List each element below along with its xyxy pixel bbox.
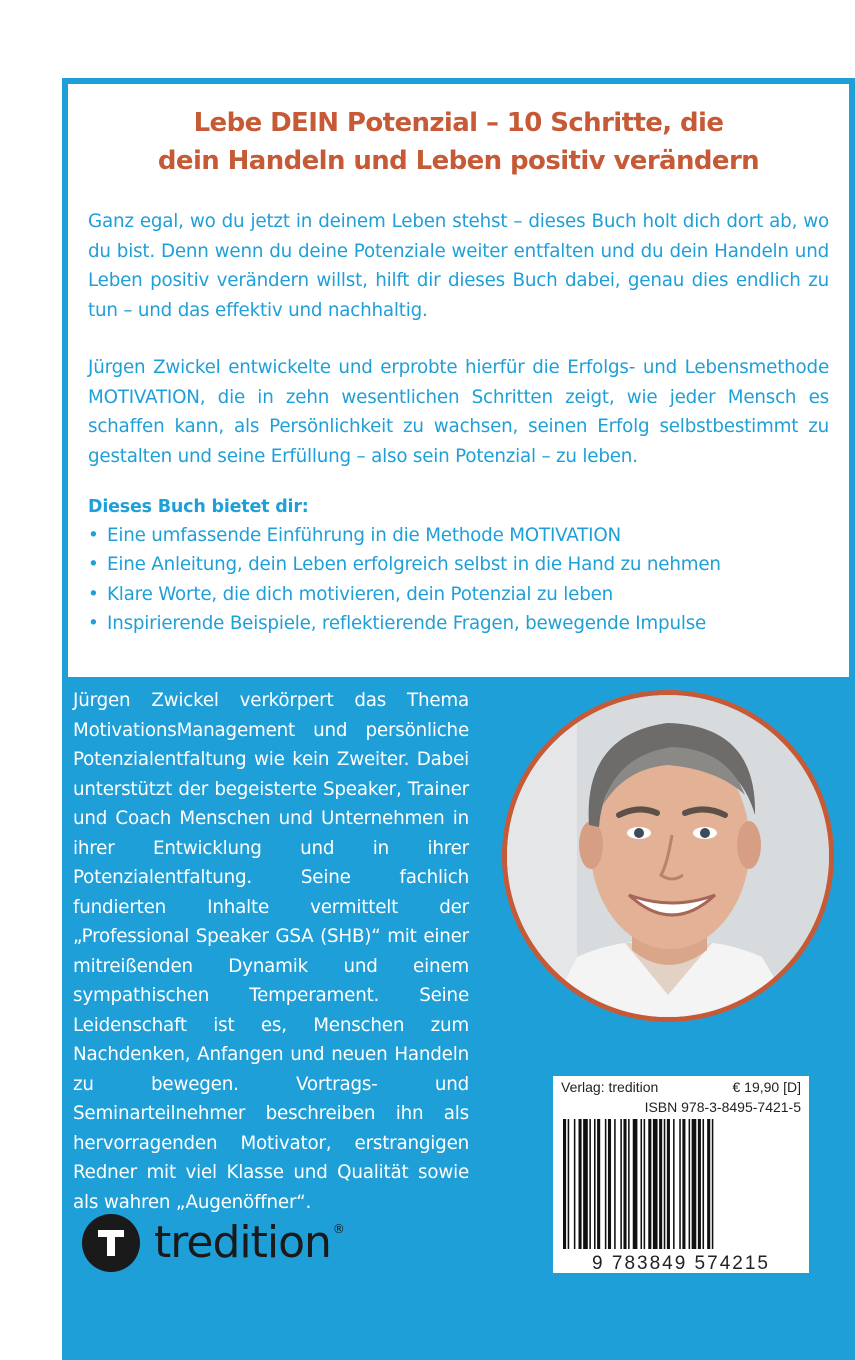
offer-item-text: Inspirierende Beispiele, reflektierende Fragen, bewegende Impulse	[107, 612, 707, 634]
isbn-label: ISBN 978-3-8495-7421-5	[644, 1099, 801, 1115]
barcode-bar	[633, 1119, 638, 1249]
offer-item	[88, 609, 829, 638]
offer-item-text: Eine Anleitung, dein Leben erfolgreich selbst in die Hand zu nehmen	[107, 554, 721, 576]
barcode-header	[561, 1077, 801, 1097]
logo-wordmark-text: tredition	[154, 1217, 331, 1268]
barcode-bar	[597, 1119, 600, 1249]
barcode-bar	[620, 1119, 622, 1249]
offer-list	[88, 521, 829, 638]
author-bio: Jürgen Zwickel verkörpert das Thema MotivationsManagement und persönliche Potenzialentfaltung wie kein Zweiter. Dabei unterstützt der begeisterte Speaker, Trainer und Coach Menschen und Unternehmen in ihrer Entwicklung und in ihrer Potenzialentfaltung. Seine fachlich fundierten Inhalte vermittelt der „Professional Speaker GSA (SHB)“ mit einer mitreißenden Dynamik und einem sympathischen Temperament. Seine Leidenschaft ist es, Menschen zum Nachdenken, Anfangen und neuen Handeln zu bewegen. Vortrags- und Seminarteilnehmer beschreiben ihn als hervorragenden Motivator, erstrangigen Redner mit viel Klasse und Qualität sowie als wahren „Augenöffner“.	[73, 690, 469, 1213]
barcode-bar	[608, 1119, 611, 1249]
offer-item-text: Klare Worte, die dich motivieren, dein Potenzial zu leben	[107, 583, 614, 605]
barcode-box	[553, 1076, 809, 1273]
registered-mark: ®	[332, 1222, 344, 1236]
barcode-bar	[692, 1119, 697, 1249]
publisher-label: Verlag: tredition	[561, 1079, 659, 1095]
barcode-bar	[659, 1119, 662, 1249]
offer-item	[88, 580, 829, 609]
barcode-bar	[583, 1119, 588, 1249]
barcode-bar	[698, 1119, 701, 1249]
barcode-bar	[679, 1119, 681, 1249]
bullet-icon: •	[88, 612, 99, 634]
bullet-icon: •	[88, 525, 99, 546]
barcode-bar	[594, 1119, 596, 1249]
back-cover	[62, 78, 855, 1360]
offer-item	[88, 550, 829, 579]
barcode-bar	[682, 1119, 685, 1249]
barcode-bar	[703, 1119, 705, 1249]
barcode-bar	[589, 1119, 591, 1249]
headline	[88, 104, 829, 180]
barcode-bar	[644, 1119, 646, 1249]
barcode-bar	[712, 1119, 714, 1249]
intro-paragraph: Ganz egal, wo du jetzt in deinem Leben stehst – dieses Buch holt dich dort ab, wo du bist. Denn wenn du deine Potenziale weiter entfalten und du dein Handeln und Leben positiv verändern willst, hilft dir dieses Buch dabei, genau dies endlich zu tun – und das effektiv und nachhaltig.	[88, 211, 829, 321]
barcode-bar	[574, 1119, 576, 1249]
barcode-bar	[563, 1119, 566, 1249]
barcode-bar	[628, 1119, 630, 1249]
offer-item-text: Eine umfassende Einführung in die Methode MOTIVATION	[107, 525, 621, 546]
headline-line-1: Lebe DEIN Potenzial – 10 Schritte, die	[193, 108, 724, 138]
tredition-t-icon	[82, 1214, 140, 1272]
portrait-illustration	[507, 695, 829, 1017]
price-label: € 19,90 [D]	[732, 1079, 801, 1095]
barcode-bar	[689, 1119, 691, 1249]
barcode-bar	[707, 1119, 710, 1249]
barcode-icon	[561, 1119, 801, 1249]
headline-line-2: dein Handeln und Leben positiv verändern	[157, 146, 760, 176]
logo-wordmark	[154, 1218, 344, 1268]
author-portrait	[502, 690, 834, 1022]
barcode-bar	[605, 1119, 607, 1249]
barcode-bar	[664, 1119, 666, 1249]
bullet-icon: •	[88, 583, 99, 605]
barcode-bar	[673, 1119, 675, 1249]
barcode-bar	[568, 1119, 570, 1249]
blurb-panel	[68, 84, 849, 677]
barcode-bar	[623, 1119, 626, 1249]
offer-item	[88, 521, 829, 550]
offer-title: Dieses Buch bietet dir:	[88, 497, 309, 517]
barcode-bar	[653, 1119, 658, 1249]
publisher-logo	[82, 1214, 344, 1272]
bullet-icon: •	[88, 554, 99, 576]
barcode-bar	[579, 1119, 582, 1249]
method-paragraph: Jürgen Zwickel entwickelte und erprobte hierfür die Erfolgs- und Lebensmethode MOTIVATION, die in zehn wesentlichen Schritten zeigt, wie jeder Mensch es schaffen kann, als Persönlichkeit zu wachsen, seinen Erfolg selbstbestimmt zu gestalten und seine Erfüllung – also sein Potenzial – zu leben.	[88, 357, 829, 467]
barcode-bar	[667, 1119, 670, 1249]
barcode-bar	[641, 1119, 643, 1249]
barcode-bar	[614, 1119, 616, 1249]
barcode-bar	[648, 1119, 651, 1249]
barcode-digits: 9 783849 574215	[592, 1253, 770, 1274]
barcode-bars	[561, 1119, 801, 1254]
